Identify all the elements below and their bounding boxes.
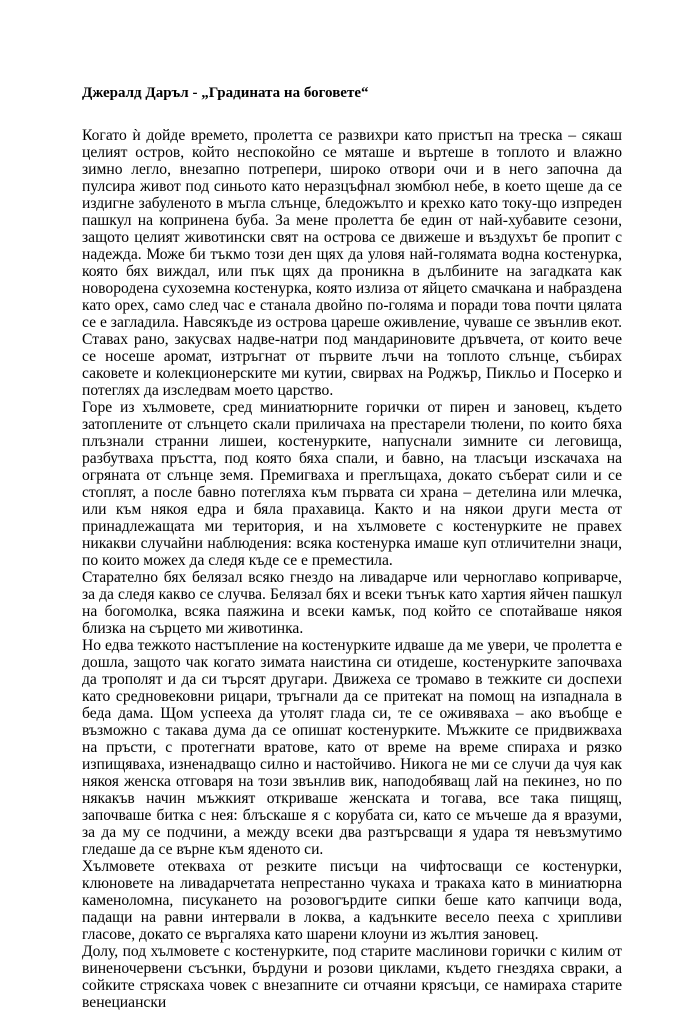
paragraph: Долу, под хълмовете с костенурките, под старите маслинови горички с килим от виненочервени съсънки, бърдуни и розови циклами, където гнездяха свраки, а сойките стряскаха човек с внезапните си отчаяни крясъци, се намираха старите венециански: [82, 943, 622, 1011]
document-title: Джералд Даръл - „Градината на боговете“: [82, 85, 369, 101]
paragraph: Старателно бях белязал всяко гнездо на ливадарче или черноглаво коприварче, за да следя какво се случва. Белязал бях и всеки тънък като хартия яйчен пашкул на богомолка, всяка паяжина и всеки камък, под който се спотайваше някоя близка на сърцето ми животинка.: [82, 569, 622, 637]
paragraph: Горе из хълмовете, сред миниатюрните горички от пирен и зановец, където затоплените от слънцето скали приличаха на престарели тюлени, по които бяха плъзнали странни лишеи, костенурките, напуснали зимните си леговища, разбутваха пръстта, под която бяха спали, и бавно, на тласъци изскачаха на огряната от слънце земя. Премигваха и преглъщаха, докато съберат сили и се стоплят, а после бавно потегляха към първата си храна – детелина или млечка, или към някоя едра и бяла прахавица. Както и на някои други места от принадлежащата ми територия, и на хълмовете с костенурките не правех никакви случайни наблюдения: всяка костенурка имаше куп отличителни знаци, по които можех да следя къде се е преместила.: [82, 399, 622, 569]
paragraph: Но едва тежкото настъпление на костенурките идваше да ме увери, че пролетта е дошла, защото чак когато зимата наистина си отидеше, костенурките започваха да трополят и да си търсят другари. Движеха се тромаво в тежките си доспехи като средновековни рицари, тръгнали да се притекат на помощ на изпаднала в беда дама. Щом успееха да утолят глада си, те се оживяваха – ако въобще е възможно с такава дума да се опишат костенурките. Мъжките се придвижваха на пръсти, с протегнати вратове, като от време на време спираха и рязко изпищяваха, изненадващо силно и настойчиво. Никога не ми се случи да чуя как някоя женска отговаря на този звънлив вик, наподобяващ лай на пекинез, но по някакъв начин мъжкият откриваше женската и тогава, все така пищящ, започваше битка с нея: блъскаше я с корубата си, като се мъчеше да я вразуми, за да му се подчини, а между всеки два разтърсващи я удара тя невъзмутимо гледаше да се върне към яденото си.: [82, 637, 622, 858]
document-body: [82, 127, 622, 1011]
paragraph: Когато ѝ дойде времето, пролетта се развихри като пристъп на треска – сякаш целият остров, който неспокойно се мяташе и въртеше в топлото и влажно зимно легло, внезапно потрепери, широко отвори очи и в него започна да пулсира живот под синьото като неразцъфнал зюмбюл небе, в което щеше да се издигне забуленото в мъгла слънце, бледожълто и крехко като току-що изпреден пашкул на копринена буба. За мене пролетта бе един от най-хубавите сезони, защото целият животински свят на острова се движеше и въздухът бе пропит с надежда. Може би тъкмо този ден щях да уловя най-голямата водна костенурка, която бях виждал, или пък щях да проникна в дълбините на загадката как новородена сухоземна костенурка, която излиза от яйцето смачкана и набраздена като орех, само след час е станала двойно по-голяма и поради това почти цялата се е загладила. Навсякъде из острова цареше оживление, чуваше се звънлив екот. Ставах рано, закусвах надве-натри под мандариновите дръвчета, от които вече се носеше аромат, изтръгнат от първите лъчи на топлото слънце, събирах саковете и колекционерските ми кутии, свирвах на Роджър, Пикльо и Посерко и потеглях да изследвам моето царство.: [82, 127, 622, 399]
paragraph: Хълмовете отекваха от резките писъци на чифтосващи се костенурки, клюновете на ливадарчетата непрестанно чукаха и тракаха като в миниатюрна каменоломна, писукането на розовогърдите сипки беше като капчици вода, падащи на равни интервали в локва, а кадънките весело пееха с хрипливи гласове, докато се въргаляха като шарени клоуни из жълтия зановец.: [82, 858, 622, 943]
